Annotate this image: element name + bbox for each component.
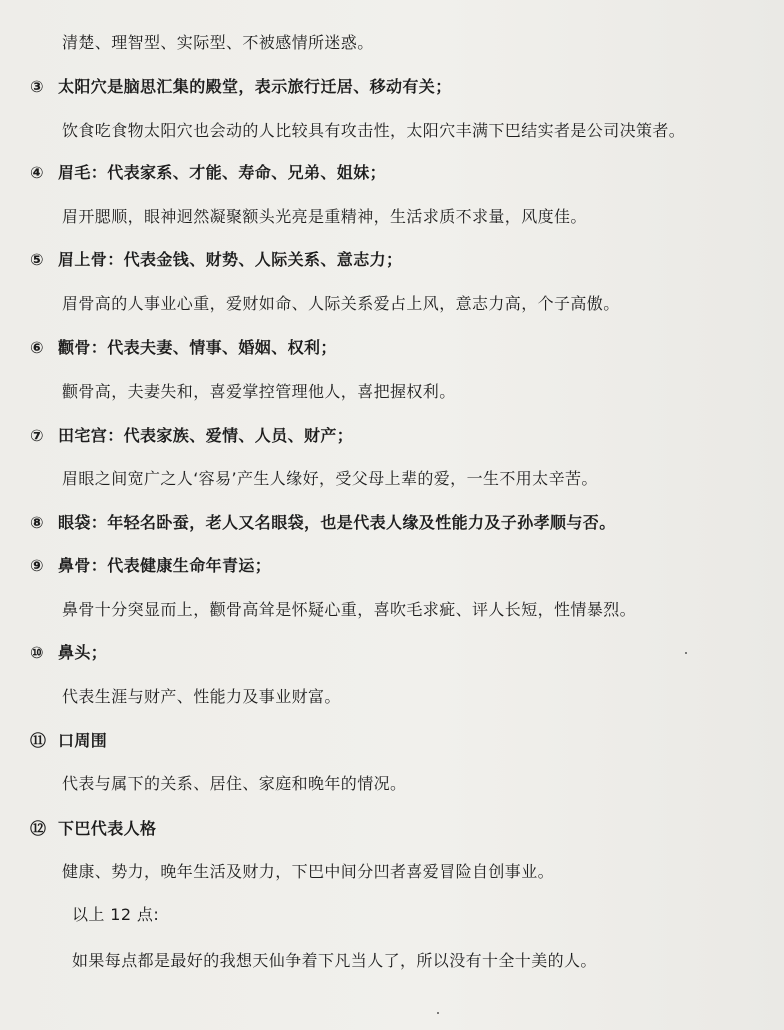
heading-item-3 bbox=[30, 76, 452, 98]
body-item-11: 代表与属下的关系、居住、家庭和晚年的情况。 bbox=[62, 774, 407, 793]
item-number: ④ bbox=[30, 163, 44, 182]
heading-text: 颧骨：代表夫妻、情事、婚姻、权利； bbox=[58, 338, 337, 357]
body-item-3: 饮食吃食物太阳穴也会动的人比较具有攻击性，太阳穴丰满下巴结实者是公司决策者。 bbox=[62, 121, 686, 140]
body-item-10: 代表生涯与财产、性能力及事业财富。 bbox=[62, 687, 341, 706]
heading-item-8 bbox=[30, 512, 616, 534]
speck-mark bbox=[685, 652, 687, 654]
body-item-5: 眉骨高的人事业心重，爱财如命、人际关系爱占上风，意志力高，个子高傲。 bbox=[62, 294, 620, 313]
heading-item-5 bbox=[30, 249, 402, 271]
item-number: ⑫ bbox=[30, 819, 47, 838]
intro-line: 清楚、理智型、实际型、不被感情所迷惑。 bbox=[62, 33, 374, 52]
body-item-4: 眉开腮顺，眼神迥然凝聚额头光亮是重精神，生活求质不求量，风度佳。 bbox=[62, 207, 587, 226]
heading-text: 口周围 bbox=[58, 731, 108, 750]
heading-text: 鼻骨：代表健康生命年青运； bbox=[58, 556, 272, 575]
summary-line: 以上 12 点: bbox=[72, 905, 160, 924]
heading-item-4 bbox=[30, 162, 386, 184]
heading-text: 眼袋：年轻名卧蚕，老人又名眼袋，也是代表人缘及性能力及子孙孝顺与否。 bbox=[58, 513, 616, 532]
item-number: ③ bbox=[30, 77, 44, 96]
heading-item-10 bbox=[30, 642, 107, 664]
item-number: ⑤ bbox=[30, 250, 44, 269]
heading-text: 太阳穴是脑思汇集的殿堂，表示旅行迁居、移动有关； bbox=[58, 77, 452, 96]
body-item-7: 眉眼之间宽广之人‘容易’产生人缘好，受父母上辈的爱，一生不用太辛苦。 bbox=[62, 469, 598, 488]
heading-item-9 bbox=[30, 555, 271, 577]
item-number: ⑩ bbox=[30, 643, 44, 662]
body-item-12: 健康、势力，晚年生活及财力，下巴中间分凹者喜爱冒险自创事业。 bbox=[62, 862, 555, 881]
item-number: ⑥ bbox=[30, 338, 44, 357]
closing-line: 如果每点都是最好的我想天仙争着下凡当人了，所以没有十全十美的人。 bbox=[72, 951, 597, 970]
heading-text: 鼻头； bbox=[58, 643, 108, 662]
heading-text: 下巴代表人格 bbox=[58, 819, 157, 838]
item-number: ⑨ bbox=[30, 556, 44, 575]
heading-item-7 bbox=[30, 425, 353, 447]
speck-mark bbox=[437, 1012, 439, 1014]
heading-text: 田宅宫：代表家族、爱情、人员、财产； bbox=[58, 426, 354, 445]
item-number: ⑧ bbox=[30, 513, 44, 532]
item-number: ⑦ bbox=[30, 426, 44, 445]
heading-item-12 bbox=[30, 818, 156, 840]
heading-text: 眉毛：代表家系、才能、寿命、兄弟、姐妹； bbox=[58, 163, 387, 182]
heading-text: 眉上骨：代表金钱、财势、人际关系、意志力； bbox=[58, 250, 403, 269]
heading-item-11 bbox=[30, 730, 107, 752]
item-number: ⑪ bbox=[30, 731, 47, 750]
heading-item-6 bbox=[30, 337, 337, 359]
body-item-6: 颧骨高，夫妻失和，喜爱掌控管理他人，喜把握权利。 bbox=[62, 382, 456, 401]
body-item-9: 鼻骨十分突显而上，颧骨高耸是怀疑心重，喜吹毛求疵、评人长短，性情暴烈。 bbox=[62, 600, 637, 619]
